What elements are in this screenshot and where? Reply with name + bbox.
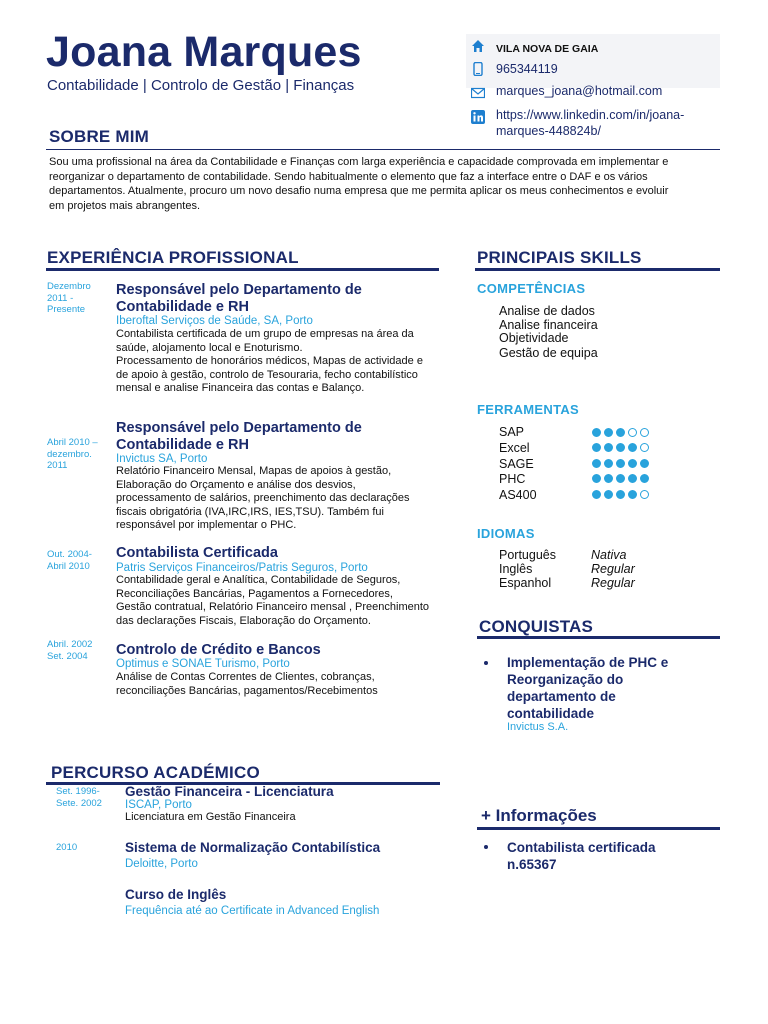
- rating-dot-filled: [616, 474, 625, 483]
- job-date: Abril. 2002 Set. 2004: [47, 639, 93, 662]
- tool-name: SAP: [499, 425, 525, 439]
- tool-rating: [592, 428, 649, 437]
- competencia-item: Objetividade: [499, 331, 569, 345]
- job-company: Iberoftal Serviços de Saúde, SA, Porto: [116, 315, 313, 327]
- rating-dot-empty: [628, 428, 637, 437]
- idiomas-heading: IDIOMAS: [477, 526, 535, 541]
- rating-dot-filled: [592, 428, 601, 437]
- job-date: Out. 2004- Abril 2010: [47, 549, 92, 572]
- achievement-company: Invictus S.A.: [507, 721, 569, 733]
- job-company: Patris Serviços Financeiros/Patris Seguros, Porto: [116, 562, 368, 574]
- home-icon: [471, 39, 485, 53]
- language-name: Espanhol: [499, 576, 552, 590]
- skills-heading: PRINCIPAIS SKILLS: [477, 248, 642, 267]
- rating-dot-empty: [640, 428, 649, 437]
- job-description: Contabilidade geral e Analítica, Contabilidade de Seguros, Reconciliações Bancárias, Pagamentos a Fornecedores, Gestão contratual, Relatório Financeiro mensal , Preenchimento das declarações Fiscais, Elaboração do Orçamento.: [116, 574, 430, 627]
- rating-dot-filled: [604, 474, 613, 483]
- rating-dot-filled: [592, 474, 601, 483]
- rating-dot-filled: [628, 490, 637, 499]
- linkedin-line-2: marques-448824b/: [496, 124, 601, 138]
- achievement-item: Implementação de PHC e Reorganização do departamento de contabilidade: [507, 655, 669, 721]
- bullet: [484, 845, 488, 849]
- name-heading: Joana Marques: [46, 28, 362, 76]
- about-line: reorganizar o departamento de contabilidade. Sendo habitualmente o elemento que faz a interface entre o DAF e os vários: [49, 170, 648, 183]
- rating-dot-filled: [604, 490, 613, 499]
- about-text: [49, 155, 729, 213]
- subtitle: Contabilidade | Controlo de Gestão | Finanças: [47, 77, 355, 94]
- more-info-item: Contabilista certificada n.65367: [507, 840, 656, 872]
- education-heading: PERCURSO ACADÉMICO: [51, 763, 260, 782]
- edu-date: Set. 1996- Sete. 2002: [56, 786, 102, 809]
- ferramentas-heading: FERRAMENTAS: [477, 402, 579, 417]
- job-title: Contabilista Certificada: [116, 545, 278, 561]
- competencia-item: Analise financeira: [499, 318, 598, 332]
- edu-title: Gestão Financeira - Licenciatura: [125, 784, 334, 799]
- job-description: Relatório Financeiro Mensal, Mapas de apoios à gestão, Elaboração do Orçamento e análise dos desvios, processamento de salários, preenchimento das declarações fiscais obrigatória (IVA,IRC,IRS, IES,TSU). Também fui responsável por implementar o PHC.: [116, 465, 410, 531]
- rating-dot-empty: [640, 443, 649, 452]
- rating-dot-filled: [592, 443, 601, 452]
- rating-dot-empty: [640, 490, 649, 499]
- rating-dot-filled: [640, 459, 649, 468]
- tool-name: SAGE: [499, 457, 534, 471]
- skills-rule: [475, 268, 720, 271]
- tool-name: AS400: [499, 488, 537, 502]
- bullet: [484, 661, 488, 665]
- competencia-item: Gestão de equipa: [499, 346, 598, 360]
- edu-title: Curso de Inglês: [125, 887, 227, 902]
- job-title: Controlo de Crédito e Bancos: [116, 642, 321, 658]
- achievements-rule: [477, 636, 720, 639]
- rating-dot-filled: [616, 459, 625, 468]
- job-date: Abril 2010 – dezembro. 2011: [47, 437, 98, 471]
- rating-dot-filled: [592, 490, 601, 499]
- rating-dot-filled: [604, 428, 613, 437]
- phone-icon: [471, 62, 485, 76]
- contact-location: VILA NOVA DE GAIA: [496, 43, 599, 55]
- contact-email[interactable]: marques_joana@hotmail.com: [496, 84, 663, 98]
- rating-dot-filled: [640, 474, 649, 483]
- rating-dot-filled: [616, 443, 625, 452]
- mail-icon: [471, 86, 485, 100]
- experience-rule: [46, 268, 439, 271]
- tool-rating: [592, 490, 649, 499]
- job-date: Dezembro 2011 - Presente: [47, 281, 91, 315]
- language-name: Português: [499, 548, 556, 562]
- edu-school: Deloitte, Porto: [125, 858, 198, 870]
- rating-dot-filled: [604, 459, 613, 468]
- edu-detail: Licenciatura em Gestão Financeira: [125, 811, 296, 823]
- linkedin-line-1: https://www.linkedin.com/in/joana-: [496, 108, 685, 122]
- tool-name: PHC: [499, 472, 526, 486]
- rating-dot-filled: [628, 443, 637, 452]
- rating-dot-filled: [628, 459, 637, 468]
- rating-dot-filled: [616, 490, 625, 499]
- job-title: Responsável pelo Departamento de Contabilidade e RH: [116, 282, 362, 315]
- edu-title: Sistema de Normalização Contabilística: [125, 840, 381, 855]
- about-rule: [46, 149, 720, 150]
- achievements-heading: CONQUISTAS: [479, 617, 594, 636]
- language-level: Regular: [591, 576, 635, 590]
- rating-dot-filled: [592, 459, 601, 468]
- experience-heading: EXPERIÊNCIA PROFISSIONAL: [47, 248, 299, 267]
- more-info-rule: [477, 827, 720, 830]
- job-company: Invictus SA, Porto: [116, 453, 208, 465]
- contact-linkedin[interactable]: [496, 107, 684, 139]
- language-level: Nativa: [591, 548, 627, 562]
- language-name: Inglês: [499, 562, 533, 576]
- tool-rating: [592, 459, 649, 468]
- competencia-item: Analise de dados: [499, 304, 595, 318]
- rating-dot-filled: [628, 474, 637, 483]
- rating-dot-filled: [604, 443, 613, 452]
- job-description: Análise de Contas Correntes de Clientes, cobranças, reconciliações Bancárias, pagamentos/Recebimentos: [116, 671, 378, 697]
- tool-name: Excel: [499, 441, 530, 455]
- job-description: Contabilista certificada de um grupo de empresas na área da saúde, alojamento local e Enoturismo. Processamento de honorários médicos, Mapas de actividade e de apoio à gestão, controlo de Tesouraria, fecho contabilístico mensal e analise Financeira das contas e Balanço.: [116, 328, 423, 394]
- about-line: departamentos. Atualmente, procuro um novo desafio numa empresa que me permita aplicar os meus conhecimentos e evoluir: [49, 185, 669, 197]
- more-info-heading: + Informações: [481, 806, 597, 825]
- about-heading: SOBRE MIM: [49, 127, 150, 146]
- edu-school: ISCAP, Porto: [125, 799, 192, 811]
- tool-rating: [592, 443, 649, 452]
- language-level: Regular: [591, 562, 635, 576]
- rating-dot-filled: [616, 428, 625, 437]
- linkedin-icon: [471, 110, 485, 124]
- job-company: Optimus e SONAE Turismo, Porto: [116, 658, 290, 670]
- contact-phone[interactable]: 965344119: [496, 62, 558, 76]
- competencias-heading: COMPETÊNCIAS: [477, 281, 586, 296]
- about-line: em projetos mais abrangentes.: [49, 199, 201, 212]
- about-line: Sou uma profissional na área da Contabilidade e Finanças com larga experiência e capacidade comprovada em implementar e: [49, 156, 669, 168]
- edu-date: 2010: [56, 842, 78, 853]
- tool-rating: [592, 474, 649, 483]
- job-title: Responsável pelo Departamento de Contabilidade e RH: [116, 420, 362, 453]
- edu-school: Frequência até ao Certificate in Advanced English: [125, 905, 380, 917]
